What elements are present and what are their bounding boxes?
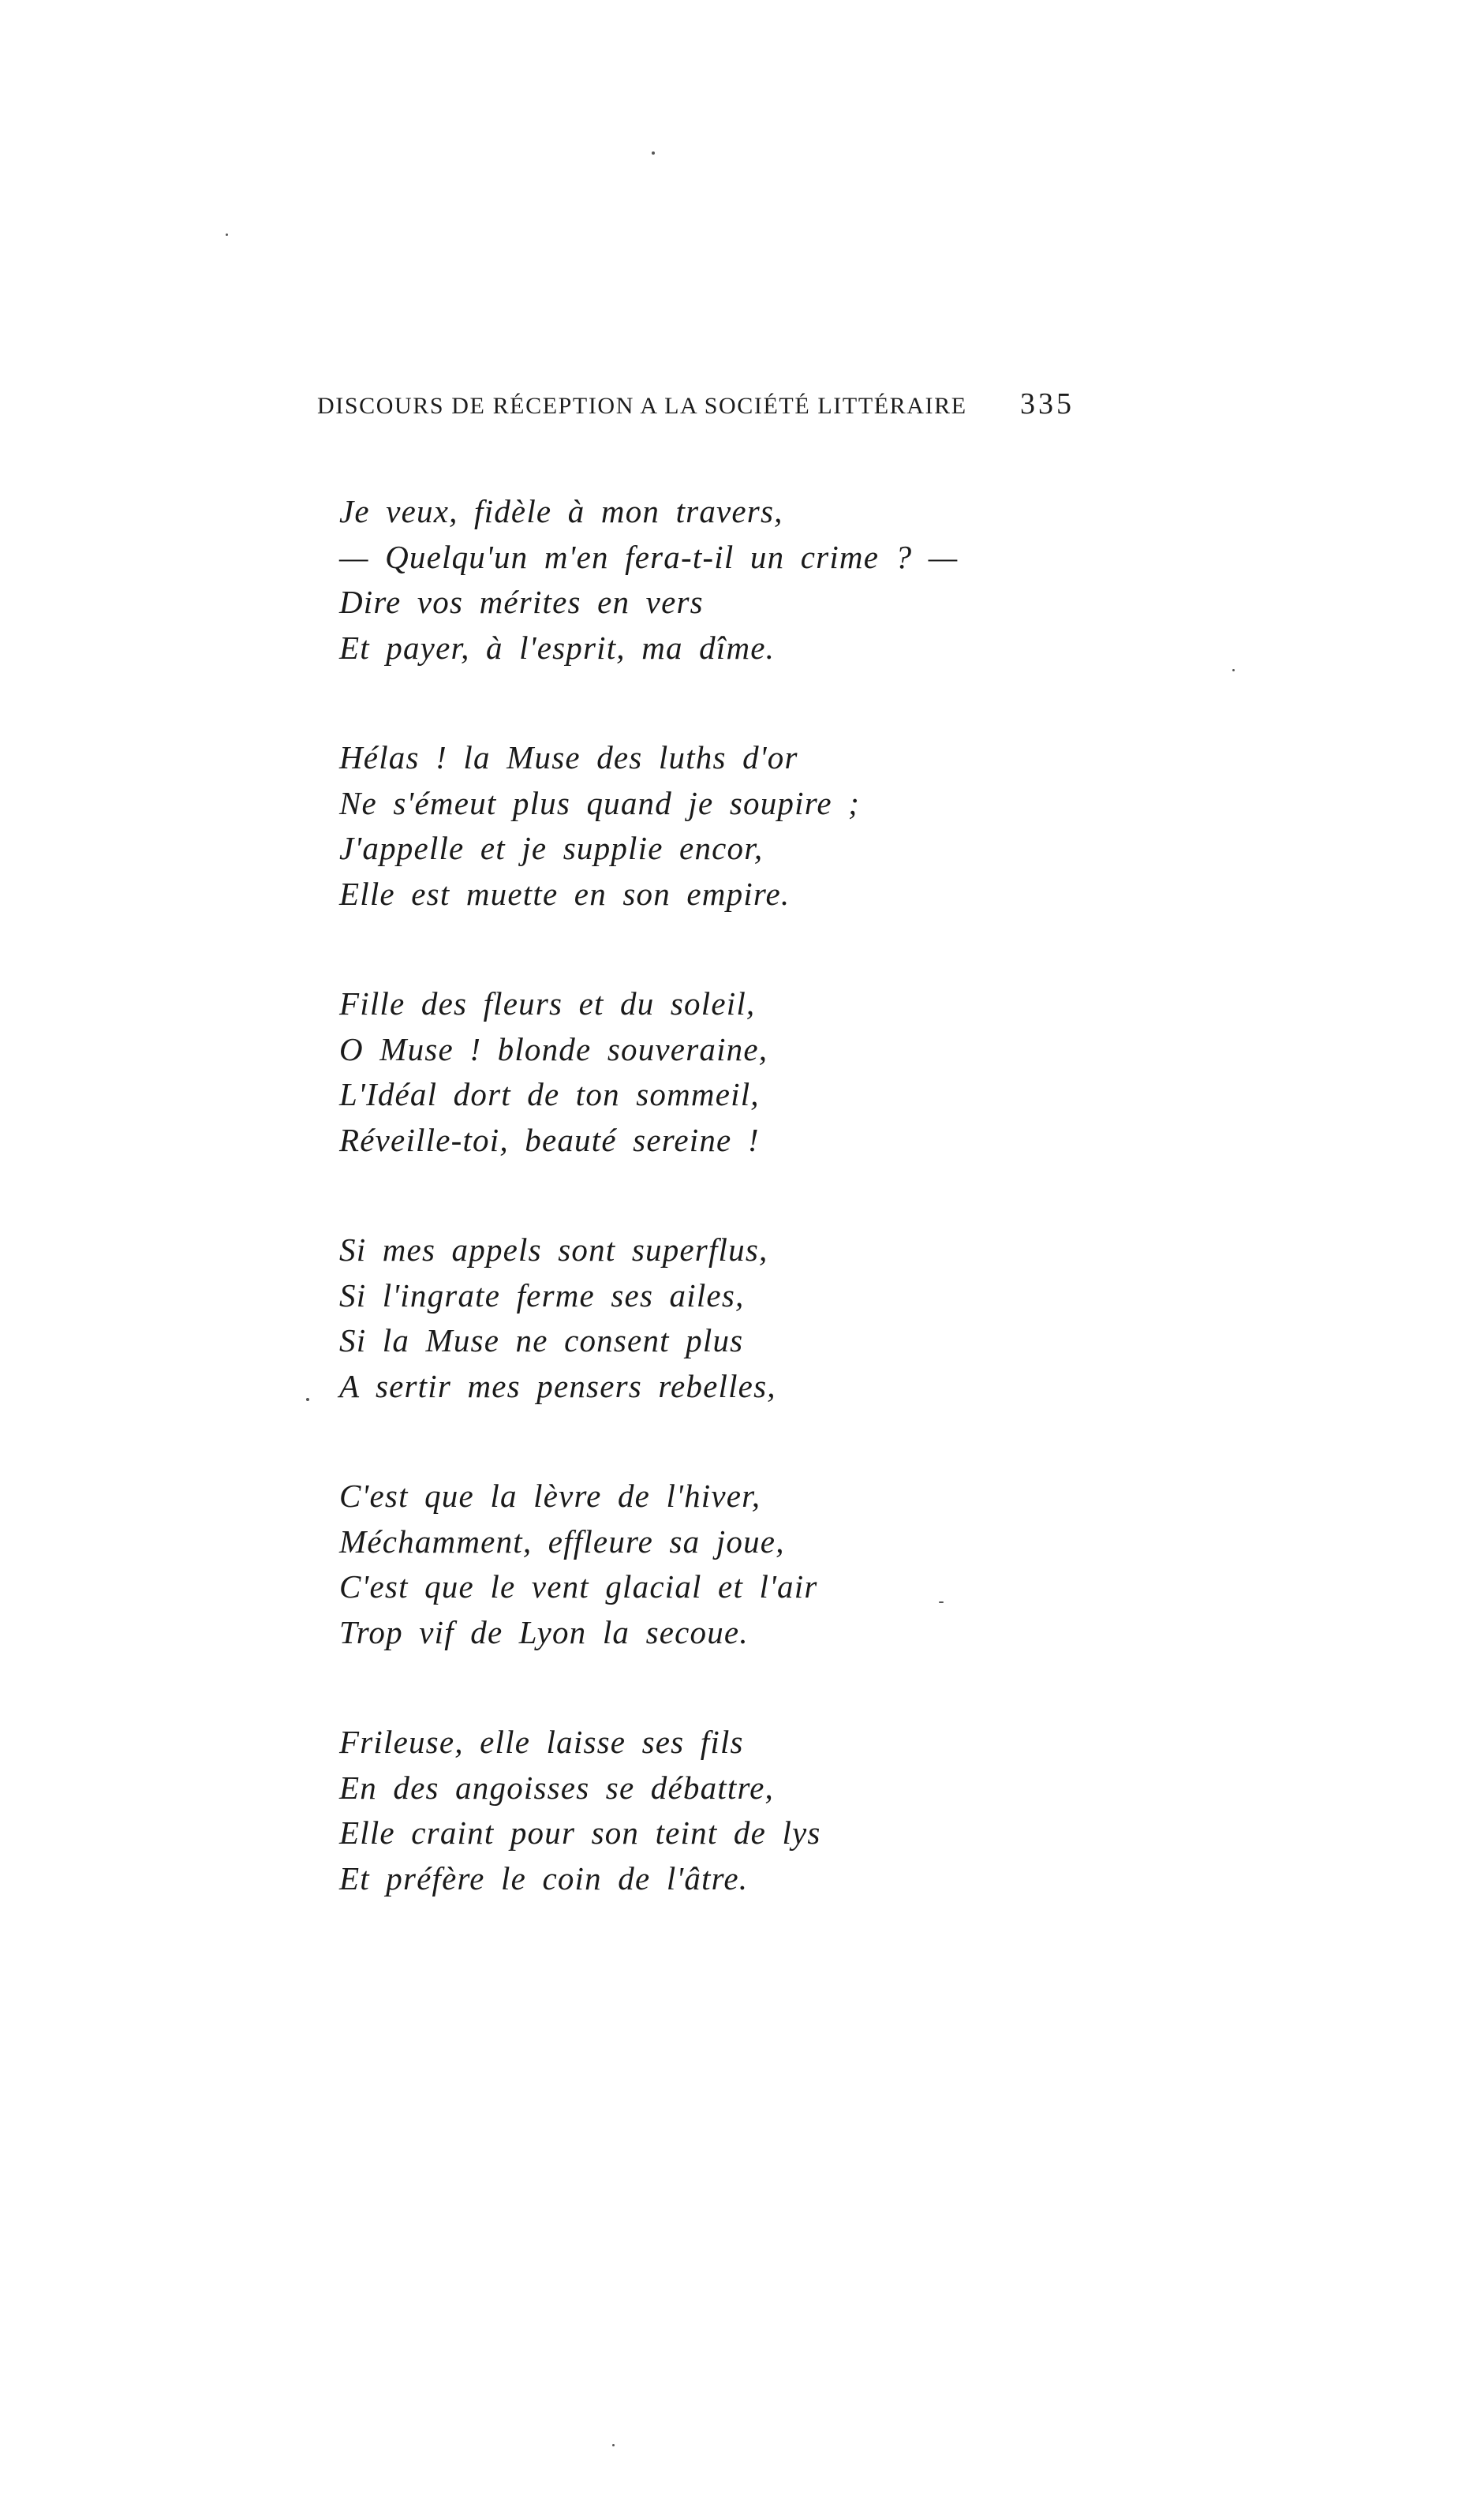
stanza-6: [339, 1720, 1049, 1901]
page-number: 335: [1020, 387, 1075, 420]
stanza-1: [339, 489, 1049, 671]
verse-line: Elle craint pour son teint de lys: [339, 1814, 821, 1851]
verse-line: Si mes appels sont superflus,: [339, 1231, 768, 1268]
verse-line: A sertir mes pensers rebelles,: [339, 1367, 776, 1404]
verse-line: En des angoisses se débattre,: [339, 1769, 774, 1806]
print-speck: [939, 1601, 944, 1603]
verse-line: J'appelle et je supplie encor,: [339, 830, 764, 866]
verse-line: C'est que le vent glacial et l'air: [339, 1568, 818, 1605]
verse-line: Si l'ingrate ferme ses ailes,: [339, 1276, 745, 1314]
verse-line: L'Idéal dort de ton sommeil,: [339, 1076, 760, 1112]
verse-line: Trop vif de Lyon la secoue.: [339, 1613, 749, 1650]
print-speck: [226, 234, 228, 236]
running-head: [317, 387, 1075, 426]
verse-line: Dire vos mérites en vers: [339, 584, 704, 620]
poem: [339, 489, 1049, 1966]
verse-line: O Muse ! blonde souveraine,: [339, 1030, 768, 1067]
verse-line: Elle est muette en son empire.: [339, 875, 791, 912]
print-speck: [306, 1398, 309, 1401]
verse-line: C'est que la lèvre de l'hiver,: [339, 1478, 761, 1514]
verse-line: Ne s'émeut plus quand je soupire ;: [339, 784, 861, 821]
stanza-5: [339, 1474, 1049, 1655]
print-speck: [1232, 669, 1235, 671]
print-speck: [612, 2444, 615, 2446]
verse-line: Si la Muse ne consent plus: [339, 1322, 744, 1358]
verse-line: Méchamment, effleure sa joue,: [339, 1523, 785, 1560]
running-title: DISCOURS DE RÉCEPTION A LA SOCIÉTÉ LITTÉRAIRE: [317, 393, 967, 419]
verse-line: Je veux, fidèle à mon travers,: [339, 493, 783, 529]
stanza-3: [339, 981, 1049, 1163]
verse-line: Et payer, à l'esprit, ma dîme.: [339, 629, 776, 666]
print-speck: [652, 151, 655, 155]
stanza-2: [339, 735, 1049, 917]
verse-line: Fille des fleurs et du soleil,: [339, 985, 756, 1022]
verse-line: — Quelqu'un m'en fera-t-il un crime ? —: [339, 538, 959, 575]
verse-line: Réveille-toi, beauté sereine !: [339, 1121, 760, 1158]
verse-line: Frileuse, elle laisse ses fils: [339, 1724, 744, 1760]
verse-line: Et préfère le coin de l'âtre.: [339, 1859, 749, 1897]
verse-line: Hélas ! la Muse des luths d'or: [339, 739, 798, 775]
stanza-4: [339, 1228, 1049, 1409]
